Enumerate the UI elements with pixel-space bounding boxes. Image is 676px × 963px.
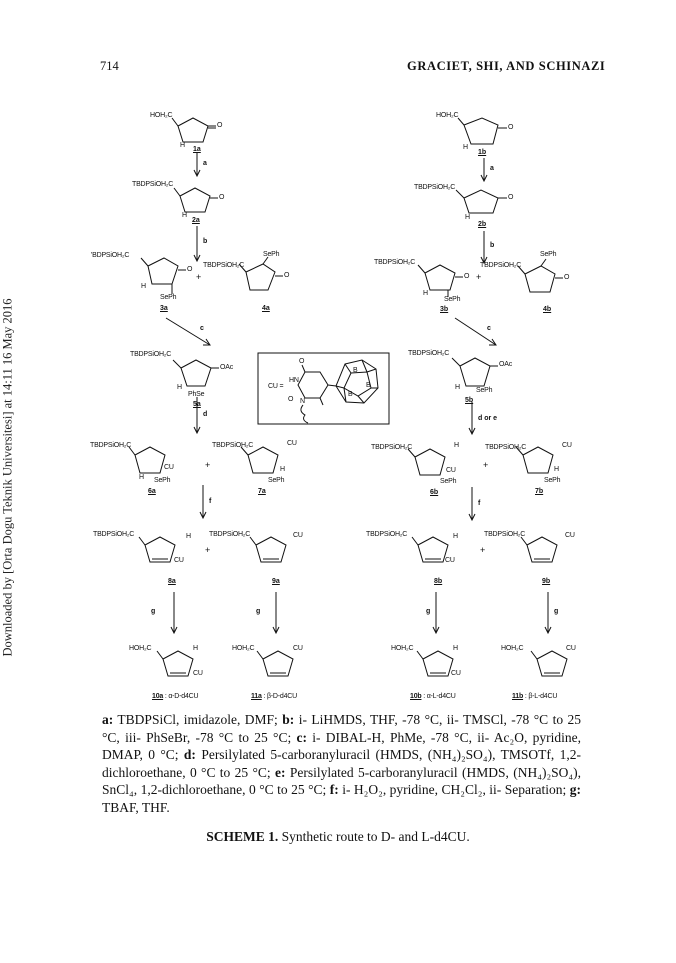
label-o: O <box>564 274 570 281</box>
label-o: O <box>284 272 290 279</box>
compound-8a: 8a <box>168 578 176 585</box>
label-hoh2c: HOH₂C <box>391 645 414 652</box>
label-plus: + <box>196 272 202 282</box>
label-tbdps-trunc: 'BDPSiOH₂C <box>91 252 130 259</box>
label-plus: + <box>483 460 489 470</box>
label-plus: + <box>205 545 211 555</box>
label-h: H <box>280 466 285 473</box>
label-hoh2c: HOH₂C <box>150 112 173 119</box>
legend-key-g: g: <box>569 782 581 797</box>
arrow-a-left <box>194 153 200 176</box>
arrow-f-left <box>200 485 206 518</box>
legend-key-f: f: <box>329 782 339 797</box>
label-cu: CU <box>293 645 303 652</box>
arrow-de-right <box>469 402 475 434</box>
uracil-ring <box>298 372 328 398</box>
label-tbdps: TBDPSiOH₂C <box>212 442 254 449</box>
label-h: H <box>177 384 182 391</box>
product-11b <box>512 693 557 700</box>
label-cu: CU <box>562 442 572 449</box>
label-o: O <box>187 266 193 273</box>
product-name-11b: : β-L-d4CU <box>523 693 558 700</box>
label-oac: OAc <box>220 364 234 371</box>
label-seph: SePh <box>540 251 557 258</box>
label-tbdps: TBDPSiOH₂C <box>480 262 522 269</box>
compound-2a: 2a <box>192 217 200 224</box>
label-tbdps: TBDPSiOH₂C <box>371 444 413 451</box>
compound-4b: 4b <box>543 306 552 313</box>
product-10b <box>410 693 456 700</box>
label-tbdps: TBDPSiOH₂C <box>132 181 174 188</box>
label-cu: CU <box>293 532 303 539</box>
arrow-g-10b <box>433 592 439 633</box>
label-o: O <box>217 122 223 129</box>
arrow-g-11b <box>545 592 551 633</box>
label-seph: SePh <box>440 478 457 485</box>
label-seph: SePh <box>160 294 177 301</box>
label-tbdps: TBDPSiOH₂C <box>366 531 408 538</box>
compound-10b: 10b <box>410 693 422 700</box>
label-tbdps: TBDPSiOH₂C <box>484 531 526 538</box>
label-tbdps: TBDPSiOH₂C <box>209 531 251 538</box>
compound-7a: 7a <box>258 488 266 495</box>
legend-text-d: Persilylated 5-carboranyluracil (HMDS, (NH₄)₂SO₄), TMSOTf, 1,2-dichloroethane, 0 °C to 25 °C; <box>102 747 581 780</box>
label-plus: + <box>480 545 486 555</box>
reagent-a: a <box>203 160 207 167</box>
page-number: 714 <box>100 59 119 73</box>
label-h: H <box>453 645 458 652</box>
label-plus: + <box>476 272 482 282</box>
label-o: O <box>508 124 514 131</box>
product-10a <box>152 693 198 700</box>
legend-key-b: b: <box>282 712 295 727</box>
product-name-10a: : α-D-d4CU <box>163 693 199 700</box>
running-head: GRACIET, SHI, AND SCHINAZI <box>407 59 606 73</box>
reagent-d: d <box>203 411 208 418</box>
label-tbdps: TBDPSiOH₂C <box>408 350 450 357</box>
label-cu: CU <box>446 467 456 474</box>
label-tbdps: TBDPSiOH₂C <box>374 259 416 266</box>
label-oac: OAc <box>499 361 513 368</box>
label-hoh2c: HOH₂C <box>232 645 255 652</box>
arrow-b-right <box>481 231 487 263</box>
legend-key-c: c: <box>296 729 307 745</box>
label-o: O <box>508 194 514 201</box>
label-h: H <box>139 474 144 481</box>
compound-6b: 6b <box>430 489 439 496</box>
label-h: H <box>554 466 559 473</box>
label-tbdps: TBDPSiOH₂C <box>203 262 245 269</box>
cu-o-bottom: O <box>288 396 294 403</box>
legend-key-a: a: <box>102 712 114 727</box>
legend-text-g: TBAF, THF. <box>102 799 170 815</box>
caption-text: Synthetic route to D- and L-d4CU. <box>278 829 470 844</box>
arrow-b-left <box>194 226 200 261</box>
legend-text-a: TBDPSiCl, imidazole, DMF; <box>113 712 283 727</box>
cu-b: B <box>348 391 353 398</box>
legend-text-b: i- LiHMDS, THF, -78 °C, ii- TMSCl, -78 °C to 25 °C, iii- PhSeBr, -78 °C to 25 °C; <box>102 712 581 745</box>
label-tbdps: TBDPSiOH₂C <box>414 184 456 191</box>
compound-3b: 3b <box>440 306 449 313</box>
label-tbdps: TBDPSiOH₂C <box>130 351 172 358</box>
compound-1a: 1a <box>193 146 201 153</box>
arrow-a-right <box>481 158 487 181</box>
compound-9b: 9b <box>542 578 551 585</box>
label-tbdps: TBDPSiOH₂C <box>93 531 135 538</box>
label-h: H <box>180 142 185 149</box>
arrow-g-11a <box>273 592 279 633</box>
label-o: O <box>464 273 470 280</box>
label-cu: CU <box>566 645 576 652</box>
label-cu: CU <box>193 670 203 677</box>
reagent-g: g <box>426 608 431 615</box>
legend-text-e: Persilylated 5-carboranyluracil (HMDS, (NH₄)₂SO₄), SnCl₄, 1,2-dichloroethane, 0 °C to 25 °C; <box>102 764 581 797</box>
reagent-c: c <box>487 325 491 332</box>
label-hoh2c: HOH₂C <box>129 645 152 652</box>
label-h: H <box>193 645 198 652</box>
reagent-a: a <box>490 165 494 172</box>
label-seph: SePh <box>268 477 285 484</box>
product-name-10b: : α-L-d4CU <box>421 693 456 700</box>
label-o: O <box>219 194 225 201</box>
reagent-f: f <box>478 500 481 507</box>
reagent-b: b <box>203 238 208 245</box>
legend-key-e: e: <box>275 764 286 780</box>
label-seph: SePh <box>544 477 561 484</box>
compound-11a: 11a <box>251 693 262 700</box>
label-seph: SePh <box>263 251 280 258</box>
cu-b: B <box>353 367 358 374</box>
label-h: H <box>465 214 470 221</box>
label-hoh2c: HOH₂C <box>436 112 459 119</box>
label-cu: CU <box>451 670 461 677</box>
label-h: H <box>453 533 458 540</box>
legend-text-f: i- H₂O₂, pyridine, CH₂Cl₂, ii- Separation; <box>338 782 570 797</box>
legend-key-d: d: <box>183 747 196 762</box>
reagent-b: b <box>490 242 495 249</box>
caption-head: SCHEME 1. <box>206 829 279 844</box>
label-tbdps: TBDPSiOH₂C <box>485 444 527 451</box>
label-seph: SePh <box>476 387 493 394</box>
product-name-11a: : β-D-d4CU <box>261 693 297 700</box>
cu-equals-label: CU = <box>268 383 284 390</box>
label-h: H <box>454 442 459 449</box>
arrow-g-10a <box>171 592 177 633</box>
compound-3a: 3a <box>160 305 168 312</box>
compound-4a: 4a <box>262 305 270 312</box>
reagent-g: g <box>256 608 261 615</box>
compound-10a: 10a <box>152 693 164 700</box>
reagent-c: c <box>200 325 204 332</box>
legend-text-c: i- DIBAL-H, PhMe, -78 °C, ii- Ac₂O, pyridine, DMAP, 0 °C; <box>102 729 581 762</box>
reagent-g: g <box>554 608 559 615</box>
label-phse: PhSe <box>188 391 205 398</box>
label-tbdps: TBDPSiOH₂C <box>90 442 132 449</box>
label-cu: CU <box>164 464 174 471</box>
label-h: H <box>182 212 187 219</box>
label-plus: + <box>205 460 211 470</box>
compound-2b: 2b <box>478 221 487 228</box>
label-h: H <box>423 290 428 297</box>
cu-o-top: O <box>299 358 305 365</box>
product-11a <box>251 693 297 700</box>
label-h: H <box>463 144 468 151</box>
label-h: H <box>455 384 460 391</box>
label-seph: SePh <box>154 477 171 484</box>
compound-1b: 1b <box>478 149 487 156</box>
download-note: Downloaded by [Orta Dogu Teknik Universitesi] at 14:11 16 May 2016 <box>0 298 15 657</box>
label-h: H <box>186 533 191 540</box>
label-h: H <box>141 283 146 290</box>
compound-5a: 5a <box>193 401 201 408</box>
label-cu: CU <box>445 557 455 564</box>
reagent-d-or-e: d or e <box>478 415 498 422</box>
label-cu: CU <box>565 532 575 539</box>
compound-5b: 5b <box>465 397 474 404</box>
compound-11b: 11b <box>512 693 524 700</box>
cu-b: B <box>366 382 371 389</box>
label-cu: CU <box>174 557 184 564</box>
compound-9a: 9a <box>272 578 280 585</box>
label-seph: SePh <box>444 296 461 303</box>
scheme-caption <box>0 829 676 845</box>
label-hoh2c: HOH₂C <box>501 645 524 652</box>
cu-n: N <box>300 398 305 405</box>
compound-8b: 8b <box>434 578 443 585</box>
reagent-g: g <box>151 608 156 615</box>
compound-7b: 7b <box>535 488 544 495</box>
arrow-f-right <box>469 487 475 520</box>
reagent-legend <box>102 711 581 816</box>
compound-6a: 6a <box>148 488 156 495</box>
label-cu: CU <box>287 440 297 447</box>
cu-hn: HN <box>289 377 299 384</box>
reagent-f: f <box>209 498 212 505</box>
